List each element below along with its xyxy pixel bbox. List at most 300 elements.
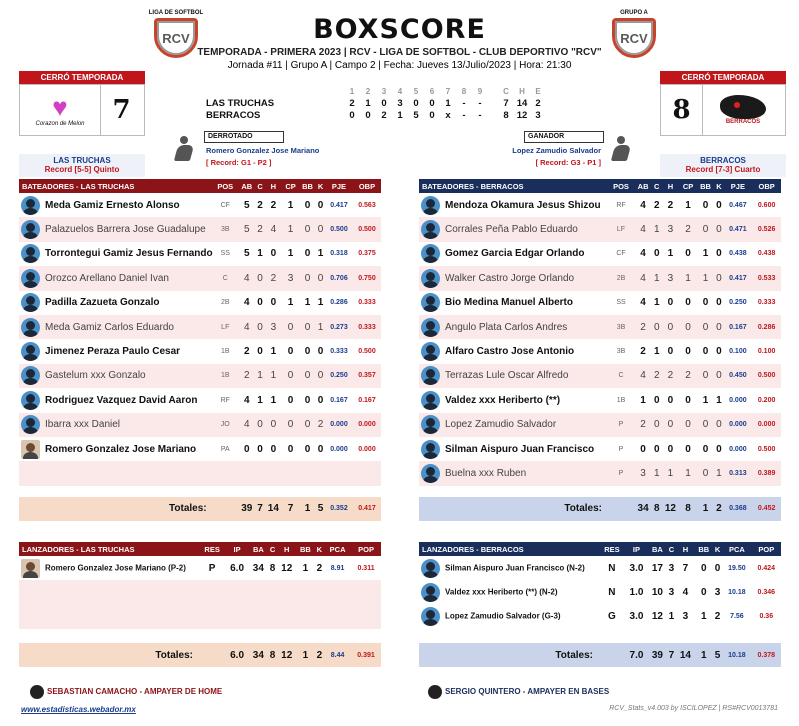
stat-cell: 0 xyxy=(256,291,265,315)
home-batting-table xyxy=(419,179,781,521)
pje-cell: 0.100 xyxy=(724,339,753,363)
avatar-icon xyxy=(421,464,440,483)
stat-cell: 2 xyxy=(256,217,265,241)
away-pitching-table xyxy=(19,542,381,667)
column-header[interactable]: POP xyxy=(351,542,381,556)
stat-cell: 1 xyxy=(652,266,661,290)
totals-label: Totales: xyxy=(19,497,213,521)
stat-cell: 0 xyxy=(697,364,715,388)
ump-home xyxy=(30,685,222,699)
stat-cell: 2 xyxy=(661,193,679,217)
batter-silhouette-icon xyxy=(609,134,633,164)
obp-cell: 0.100 xyxy=(752,339,781,363)
site-link[interactable]: www.estadisticas.webador.mx xyxy=(21,705,136,714)
table-row[interactable] xyxy=(419,461,781,485)
stat-cell: 4 xyxy=(634,193,652,217)
inning-header: 6 xyxy=(429,87,435,96)
pitcher-name[interactable]: Lopez Zamudio Salvador (G-3) xyxy=(445,612,561,622)
stat-cell: 0 xyxy=(316,266,325,290)
away-status: CERRÓ TEMPORADA xyxy=(19,71,145,84)
column-header[interactable]: OBP xyxy=(752,179,781,193)
stat-cell: 0 xyxy=(256,437,265,461)
column-header[interactable]: PJE xyxy=(724,179,753,193)
game-line: Jornada #11 | Grupo A | Campo 2 | Fecha: Jueves 13/Julio/2023 | Hora: 21:30 xyxy=(227,60,572,71)
table-row[interactable] xyxy=(419,266,781,290)
pca-cell: 10.18 xyxy=(722,580,751,604)
stat-cell: 0 xyxy=(316,437,325,461)
umpire-icon xyxy=(428,685,442,699)
table-row[interactable] xyxy=(419,217,781,241)
stat-cell: 0 xyxy=(299,388,316,412)
stat-cell: 0 xyxy=(714,266,723,290)
home-name: BERRACOS xyxy=(660,154,786,165)
pos-cell: CF xyxy=(213,193,238,217)
avatar-icon xyxy=(421,342,440,361)
inning-header: 8 xyxy=(461,87,467,96)
stat-cell: 0 xyxy=(316,217,325,241)
total-cell: 0.368 xyxy=(724,497,753,521)
avatar-icon xyxy=(421,391,440,410)
column-header[interactable]: IP xyxy=(625,542,648,556)
stat-cell: 1 xyxy=(680,266,697,290)
column-header[interactable]: RES xyxy=(199,542,225,556)
obp-cell: 0.000 xyxy=(353,437,381,461)
avatar-icon xyxy=(21,559,40,578)
stat-cell: 0 xyxy=(299,266,316,290)
stat-cell: 4 xyxy=(238,291,256,315)
column-header[interactable]: RES xyxy=(599,542,625,556)
table-row[interactable] xyxy=(19,193,381,217)
table-row[interactable] xyxy=(419,437,781,461)
away-name: LAS TRUCHAS xyxy=(19,154,145,165)
linescore-team: BERRACOS xyxy=(206,110,261,121)
total-cell: 0.452 xyxy=(752,497,781,521)
column-header[interactable]: H xyxy=(661,179,679,193)
column-header[interactable]: PCA xyxy=(722,542,751,556)
table-header: BATEADORES - BERRACOS xyxy=(419,179,608,193)
pje-cell: 0.000 xyxy=(724,437,753,461)
stat-cell: 0 xyxy=(680,315,697,339)
player-name[interactable]: Valdez xxx Heriberto (**) xyxy=(445,394,561,406)
stat-cell: 1 xyxy=(296,556,314,580)
player-name[interactable]: Mendoza Okamura Jesus Shizou xyxy=(445,199,601,211)
column-header[interactable]: BB xyxy=(296,542,314,556)
column-header[interactable]: H xyxy=(676,542,695,556)
stat-cell: 1 xyxy=(264,339,282,363)
empty-row xyxy=(19,580,381,604)
stat-cell: 0 xyxy=(697,461,715,485)
stat-cell: 4 xyxy=(676,580,695,604)
stat-cell: 0 xyxy=(652,315,661,339)
avatar-icon xyxy=(21,440,40,459)
column-header[interactable]: K xyxy=(714,179,723,193)
stat-cell: 3.0 xyxy=(625,605,648,629)
stat-cell: 5 xyxy=(238,217,256,241)
player-name[interactable]: Buelna xxx Ruben xyxy=(445,468,527,480)
stat-cell: 0 xyxy=(661,339,679,363)
total-cell: 1 xyxy=(695,643,713,667)
away-batting-table xyxy=(19,179,381,521)
total-cell: 8 xyxy=(680,497,697,521)
column-header[interactable]: POS xyxy=(608,179,634,193)
stat-cell: 0 xyxy=(316,388,325,412)
stat-cell: 3.0 xyxy=(625,556,648,580)
player-name[interactable]: Rodriguez Vazquez David Aaron xyxy=(45,394,198,406)
stat-cell: 0 xyxy=(264,413,282,437)
stat-cell: 0 xyxy=(695,556,713,580)
obp-cell: 0.333 xyxy=(752,291,781,315)
total-cell: 8 xyxy=(652,497,661,521)
pje-cell: 0.250 xyxy=(724,291,753,315)
linescore-team: LAS TRUCHAS xyxy=(206,98,275,109)
column-header[interactable]: PCA xyxy=(324,542,351,556)
table-row[interactable] xyxy=(419,413,781,437)
boar-icon xyxy=(720,95,766,119)
player-name[interactable]: Walker Castro Jorge Orlando xyxy=(445,273,575,284)
stat-cell: 1 xyxy=(299,291,316,315)
stat-cell: 2 xyxy=(652,193,661,217)
stat-cell: 0 xyxy=(652,388,661,412)
player-name[interactable]: Torrontegui Gamiz Jesus Fernando xyxy=(45,248,213,260)
inning-header: H xyxy=(519,87,525,96)
stat-cell: 0 xyxy=(282,437,299,461)
total-cell: 8.44 xyxy=(324,643,351,667)
total-cell: 14 xyxy=(676,643,695,667)
table-row[interactable] xyxy=(419,193,781,217)
empty-row xyxy=(19,605,381,629)
pop-cell: 0.346 xyxy=(752,580,781,604)
player-name[interactable]: Terrazas Lule Oscar Alfredo xyxy=(445,370,569,382)
table-header: LANZADORES - BERRACOS xyxy=(419,542,599,556)
pos-cell: C xyxy=(608,364,634,388)
pos-cell: SS xyxy=(213,242,238,266)
table-row[interactable] xyxy=(19,413,381,437)
avatar-icon xyxy=(421,415,440,434)
column-header[interactable]: C xyxy=(652,179,661,193)
stat-cell: 2 xyxy=(264,193,282,217)
stat-cell: 0 xyxy=(697,315,715,339)
logo-caption: GRUPO A xyxy=(620,10,648,16)
avatar-icon xyxy=(21,318,40,337)
pos-cell: SS xyxy=(608,291,634,315)
stat-cell: 0 xyxy=(282,364,299,388)
stat-cell: 2 xyxy=(713,605,722,629)
winner-record: [ Record: G3 - P1 ] xyxy=(535,158,601,167)
pje-cell: 0.417 xyxy=(325,193,353,217)
stat-cell: 1 xyxy=(264,364,282,388)
player-name[interactable]: Silman Aispuro Juan Francisco xyxy=(445,443,595,455)
obp-cell: 0.750 xyxy=(353,266,381,290)
table-row[interactable] xyxy=(19,291,381,315)
stat-cell: 0 xyxy=(661,291,679,315)
stat-cell: 3 xyxy=(713,580,722,604)
pje-cell: 0.500 xyxy=(325,217,353,241)
pos-cell: 2B xyxy=(213,291,238,315)
table-row[interactable] xyxy=(419,364,781,388)
inning-header: 9 xyxy=(477,87,483,96)
table-row[interactable] xyxy=(19,217,381,241)
linescore-cell: 3 xyxy=(397,98,403,109)
linescore-cell: 1 xyxy=(445,98,451,109)
linescore-cell: 1 xyxy=(365,98,371,109)
home-pitching-table xyxy=(419,542,781,667)
stat-cell: 1 xyxy=(661,461,679,485)
stat-cell: 0 xyxy=(680,388,697,412)
obp-cell: 0.375 xyxy=(353,242,381,266)
total-cell: 34 xyxy=(249,643,268,667)
column-header[interactable]: H xyxy=(277,542,296,556)
stat-cell: 0 xyxy=(316,193,325,217)
logo-caption: LIGA DE SOFTBOL xyxy=(148,10,204,16)
totals-label: Totales: xyxy=(419,497,608,521)
avatar-icon xyxy=(421,269,440,288)
obp-cell: 0.357 xyxy=(353,364,381,388)
column-header[interactable]: BA xyxy=(249,542,268,556)
player-name[interactable]: Lopez Zamudio Salvador xyxy=(445,419,557,431)
stat-cell: 1 xyxy=(282,217,299,241)
column-header[interactable]: CP xyxy=(680,179,697,193)
total-cell: 7 xyxy=(256,497,265,521)
inning-header: 3 xyxy=(381,87,387,96)
pje-cell: 0.471 xyxy=(724,217,753,241)
total-cell: 8 xyxy=(268,643,277,667)
player-name[interactable]: Gastelum xxx Gonzalo xyxy=(45,370,146,382)
table-row[interactable] xyxy=(419,556,781,580)
column-header[interactable]: C xyxy=(256,179,265,193)
away-logo-text: Corazon de Melon xyxy=(35,121,85,127)
inning-header: 2 xyxy=(365,87,371,96)
pitcher-name[interactable]: Valdez xxx Heriberto (**) (N-2) xyxy=(445,587,558,597)
stat-cell: 0 xyxy=(634,437,652,461)
avatar-icon xyxy=(21,415,40,434)
stat-cell: 2 xyxy=(634,413,652,437)
stat-cell: 1 xyxy=(652,217,661,241)
table-row[interactable] xyxy=(19,364,381,388)
stat-cell: 2 xyxy=(680,364,697,388)
table-row[interactable] xyxy=(419,242,781,266)
pje-cell: 0.000 xyxy=(724,388,753,412)
column-header[interactable]: AB xyxy=(634,179,652,193)
total-cell: 39 xyxy=(238,497,256,521)
version-text: RCV_Stats_v4.003 by ISCILOPEZ | RS#RCV0013781 xyxy=(609,705,778,712)
table-row[interactable] xyxy=(419,605,781,629)
pje-cell: 0.000 xyxy=(325,413,353,437)
avatar-icon xyxy=(421,196,440,215)
obp-cell: 0.500 xyxy=(353,217,381,241)
avatar-icon xyxy=(421,607,440,626)
batter-silhouette-icon xyxy=(172,134,196,164)
column-header[interactable]: AB xyxy=(238,179,256,193)
column-header[interactable]: CP xyxy=(282,179,299,193)
avatar-icon xyxy=(421,559,440,578)
stat-cell: 2 xyxy=(238,364,256,388)
totals-label: Totales: xyxy=(419,643,599,667)
player-name[interactable]: Meda Gamiz Ernesto Alonso xyxy=(45,199,180,211)
column-header[interactable]: K xyxy=(315,542,324,556)
stat-cell: 3 xyxy=(264,315,282,339)
pos-cell: 1B xyxy=(213,364,238,388)
column-header[interactable]: IP xyxy=(225,542,249,556)
column-header[interactable]: BB xyxy=(299,179,316,193)
stat-cell: 0 xyxy=(282,339,299,363)
linescore-cell: - xyxy=(478,98,482,109)
stat-cell: 4 xyxy=(634,266,652,290)
league-logo-right xyxy=(604,10,664,66)
total-cell: 0.378 xyxy=(752,643,781,667)
player-name[interactable]: Angulo Plata Carlos Andres xyxy=(445,321,568,333)
column-header[interactable]: BB xyxy=(695,542,713,556)
table-row[interactable] xyxy=(19,266,381,290)
stat-cell: 0 xyxy=(713,556,722,580)
stat-cell: 0 xyxy=(256,339,265,363)
player-name[interactable]: Romero Gonzalez Jose Mariano xyxy=(45,443,197,455)
stat-cell: 0 xyxy=(299,437,316,461)
pos-cell: 1B xyxy=(213,339,238,363)
pos-cell: LF xyxy=(213,315,238,339)
stat-cell: 0 xyxy=(316,339,325,363)
stat-cell: 6.0 xyxy=(225,556,249,580)
linescore-cell: 5 xyxy=(413,110,419,121)
stat-cell: 4 xyxy=(634,242,652,266)
stat-cell: 0 xyxy=(299,339,316,363)
stat-cell: 1 xyxy=(316,315,325,339)
stat-cell: 1 xyxy=(316,242,325,266)
stat-cell: 0 xyxy=(264,437,282,461)
column-header[interactable]: BA xyxy=(648,542,667,556)
player-name[interactable]: Alfaro Castro Jose Antonio xyxy=(445,346,575,358)
table-row[interactable] xyxy=(19,556,381,580)
column-header[interactable]: POP xyxy=(752,542,781,556)
linescore-cell: 0 xyxy=(429,98,435,109)
avatar-icon xyxy=(421,440,440,459)
linescore-cell: - xyxy=(478,110,482,121)
player-name[interactable]: Ibarra xxx Daniel xyxy=(45,419,121,431)
pje-cell: 0.313 xyxy=(724,461,753,485)
linescore-cell: 2 xyxy=(535,98,541,109)
table-row[interactable] xyxy=(19,339,381,363)
pitcher-name[interactable]: Romero Gonzalez Jose Mariano (P-2) xyxy=(45,563,186,573)
inning-header: C xyxy=(503,87,509,96)
obp-cell: 0.000 xyxy=(752,413,781,437)
pje-cell: 0.000 xyxy=(325,437,353,461)
stat-cell: 0 xyxy=(282,315,299,339)
column-header[interactable]: BB xyxy=(697,179,715,193)
linescore-cell: 0 xyxy=(429,110,435,121)
totals-row xyxy=(419,497,781,521)
pje-cell: 0.318 xyxy=(325,242,353,266)
player-name[interactable]: Orozco Arellano Daniel Ivan xyxy=(45,273,169,284)
total-cell: 12 xyxy=(277,643,296,667)
pop-cell: 0.36 xyxy=(752,605,781,629)
table-row[interactable] xyxy=(419,291,781,315)
stat-cell: 0 xyxy=(714,291,723,315)
linescore-cell: 7 xyxy=(503,98,509,109)
stat-cell: 0 xyxy=(680,339,697,363)
player-name[interactable]: Corrales Peña Pablo Eduardo xyxy=(445,224,578,236)
avatar-icon xyxy=(21,366,40,385)
player-name[interactable]: Meda Gamiz Carlos Eduardo xyxy=(45,321,174,333)
total-cell: 0.391 xyxy=(351,643,381,667)
pje-cell: 0.167 xyxy=(325,388,353,412)
inning-header: 5 xyxy=(413,87,419,96)
league-line: TEMPORADA - PRIMERA 2023 | RCV - LIGA DE SOFTBOL - CLUB DEPORTIVO "RCV" xyxy=(197,47,602,58)
column-header[interactable]: OBP xyxy=(353,179,381,193)
avatar-icon xyxy=(21,244,40,263)
stat-cell: 0 xyxy=(714,413,723,437)
pca-cell: 7.56 xyxy=(722,605,751,629)
avatar-icon xyxy=(421,366,440,385)
pitcher-name[interactable]: Silman Aispuro Juan Francisco (N-2) xyxy=(445,563,585,573)
player-name[interactable]: Padilla Zazueta Gonzalo xyxy=(45,297,160,309)
table-row[interactable] xyxy=(19,388,381,412)
linescore-row xyxy=(206,110,546,122)
stat-cell: 0 xyxy=(697,437,715,461)
pos-cell: JO xyxy=(213,413,238,437)
winner-name: Lopez Zamudio Salvador xyxy=(512,146,601,155)
stat-cell: 2 xyxy=(652,364,661,388)
stat-cell: 2 xyxy=(238,339,256,363)
column-header[interactable]: C xyxy=(268,542,277,556)
linescore-cell: - xyxy=(462,98,466,109)
inning-header: E xyxy=(535,87,541,96)
away-team-card xyxy=(19,71,145,177)
player-name[interactable]: Palazuelos Barrera Jose Guadalupe xyxy=(45,224,206,236)
table-row[interactable] xyxy=(19,437,381,461)
pos-cell: CF xyxy=(608,242,634,266)
table-row[interactable] xyxy=(419,388,781,412)
total-cell: 7 xyxy=(667,643,676,667)
column-header[interactable]: PJE xyxy=(325,179,353,193)
total-cell: 6.0 xyxy=(225,643,249,667)
loser-label: DERROTADO xyxy=(204,131,284,143)
inning-header: 7 xyxy=(445,87,451,96)
stat-cell: 4 xyxy=(238,413,256,437)
pos-cell: 2B xyxy=(608,266,634,290)
column-header[interactable]: C xyxy=(667,542,676,556)
stat-cell: 0 xyxy=(714,339,723,363)
column-header[interactable]: H xyxy=(264,179,282,193)
table-row[interactable] xyxy=(419,580,781,604)
column-header[interactable]: POS xyxy=(213,179,238,193)
pje-cell: 0.286 xyxy=(325,291,353,315)
stat-cell: 0 xyxy=(714,217,723,241)
loser-name: Romero Gonzalez Jose Mariano xyxy=(206,146,320,155)
obp-cell: 0.563 xyxy=(353,193,381,217)
stat-cell: 1 xyxy=(697,388,715,412)
table-row[interactable] xyxy=(19,315,381,339)
stat-cell: 1 xyxy=(256,364,265,388)
linescore-cell: 2 xyxy=(349,98,355,109)
stat-cell: 1 xyxy=(264,388,282,412)
stat-cell: 1 xyxy=(316,291,325,315)
player-name[interactable]: Bio Medina Manuel Alberto xyxy=(445,297,573,309)
stat-cell: 4 xyxy=(634,364,652,388)
column-header[interactable]: K xyxy=(316,179,325,193)
table-row[interactable] xyxy=(419,339,781,363)
pje-cell: 0.417 xyxy=(724,266,753,290)
column-header[interactable]: K xyxy=(713,542,722,556)
stat-cell: 0 xyxy=(697,193,715,217)
stat-cell: 4 xyxy=(634,291,652,315)
player-name[interactable]: Jimenez Peraza Paulo Cesar xyxy=(45,346,181,358)
stat-cell: 0 xyxy=(256,315,265,339)
table-row[interactable] xyxy=(19,242,381,266)
table-row[interactable] xyxy=(419,315,781,339)
pje-cell: 0.250 xyxy=(325,364,353,388)
obp-cell: 0.167 xyxy=(353,388,381,412)
stat-cell: 0 xyxy=(661,315,679,339)
player-name[interactable]: Gomez Garcia Edgar Orlando xyxy=(445,248,585,260)
